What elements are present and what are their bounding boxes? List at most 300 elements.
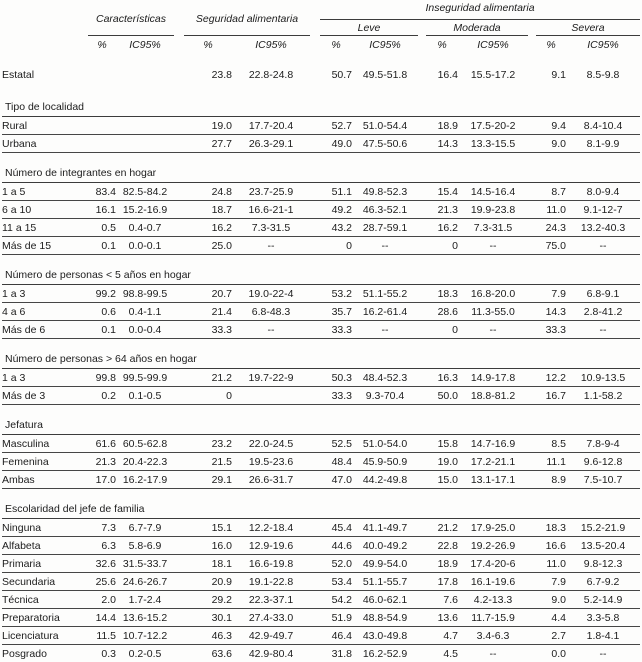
gap-cell bbox=[310, 237, 320, 255]
pct-header: % bbox=[88, 36, 116, 54]
cell: 15.2-21.9 bbox=[566, 519, 640, 537]
table-row bbox=[2, 573, 640, 591]
cell: -- bbox=[352, 321, 418, 339]
section-title: Escolaridad del jefe de familia bbox=[2, 489, 640, 519]
cell: 40.0-49.2 bbox=[352, 537, 418, 555]
cell: 0.0 bbox=[536, 645, 566, 662]
cell: 19.1-22.8 bbox=[232, 573, 310, 591]
gap-cell bbox=[528, 303, 536, 321]
cell: 22.8 bbox=[426, 537, 458, 555]
gap-cell bbox=[174, 591, 184, 609]
table-row bbox=[2, 117, 640, 135]
cell: 9.4 bbox=[536, 117, 566, 135]
cell: 16.0 bbox=[184, 537, 232, 555]
col-group-inseguridad: Inseguridad alimentaria bbox=[320, 2, 640, 20]
cell: 31.5-33.7 bbox=[116, 555, 174, 573]
cell: 13.2-40.3 bbox=[566, 219, 640, 237]
cell: 47.5-50.6 bbox=[352, 135, 418, 153]
ic95-header: IC95% bbox=[232, 36, 310, 54]
col-group-severa: Severa bbox=[536, 20, 640, 36]
table-row bbox=[2, 369, 640, 387]
cell: 0.4-1.1 bbox=[116, 303, 174, 321]
cell: 17.9-25.0 bbox=[458, 519, 528, 537]
cell: 52.5 bbox=[320, 435, 352, 453]
header-measure-row bbox=[2, 36, 640, 54]
cell: 61.6 bbox=[88, 435, 116, 453]
gap-cell bbox=[528, 53, 536, 87]
row-label: 1 a 3 bbox=[2, 285, 88, 303]
cell: 9.6-12.8 bbox=[566, 453, 640, 471]
cell: 8.0-9.4 bbox=[566, 183, 640, 201]
cell: 99.5-99.9 bbox=[116, 369, 174, 387]
cell: 13.3-15.5 bbox=[458, 135, 528, 153]
cell: 19.0-22-4 bbox=[232, 285, 310, 303]
cell: 31.8 bbox=[320, 645, 352, 662]
cell: 46.3 bbox=[184, 627, 232, 645]
cell: 10.9-13.5 bbox=[566, 369, 640, 387]
cell: 51.0-54.4 bbox=[352, 117, 418, 135]
gap-cell bbox=[528, 201, 536, 219]
cell: 12.2-18.4 bbox=[232, 519, 310, 537]
gap-cell bbox=[174, 555, 184, 573]
gap-cell bbox=[310, 303, 320, 321]
column-gap bbox=[418, 36, 426, 54]
cell: 0.4-0.7 bbox=[116, 219, 174, 237]
row-label: Técnica bbox=[2, 591, 88, 609]
section-header-row bbox=[2, 405, 640, 435]
cell: 43.2 bbox=[320, 219, 352, 237]
gap-cell bbox=[418, 183, 426, 201]
row-label: Más de 3 bbox=[2, 387, 88, 405]
cell: 3.3-5.8 bbox=[566, 609, 640, 627]
cell: 23.8 bbox=[184, 53, 232, 87]
gap-cell bbox=[310, 627, 320, 645]
gap-cell bbox=[174, 53, 184, 87]
row-label: Ambas bbox=[2, 471, 88, 489]
cell: 48.4 bbox=[320, 453, 352, 471]
table-row bbox=[2, 219, 640, 237]
gap-cell bbox=[418, 369, 426, 387]
gap-cell bbox=[418, 219, 426, 237]
pct-header: % bbox=[184, 36, 232, 54]
cell: 51.1 bbox=[320, 183, 352, 201]
cell: 16.6-21-1 bbox=[232, 201, 310, 219]
cell: 20.4-22.3 bbox=[116, 453, 174, 471]
cell: 45.9-50.9 bbox=[352, 453, 418, 471]
cell: -- bbox=[232, 237, 310, 255]
gap-cell bbox=[310, 135, 320, 153]
row-label: Posgrado bbox=[2, 645, 88, 662]
cell: 42.9-80.4 bbox=[232, 645, 310, 662]
cell: -- bbox=[352, 237, 418, 255]
cell: 48.8-54.9 bbox=[352, 609, 418, 627]
table-row bbox=[2, 555, 640, 573]
gap-cell bbox=[174, 387, 184, 405]
table-row bbox=[2, 609, 640, 627]
cell: 16.2-61.4 bbox=[352, 303, 418, 321]
gap-cell bbox=[528, 573, 536, 591]
cell: -- bbox=[232, 321, 310, 339]
cell: 1.1-58.2 bbox=[566, 387, 640, 405]
cell: 0.0-0.1 bbox=[116, 237, 174, 255]
cell: 63.6 bbox=[184, 645, 232, 662]
gap-cell bbox=[310, 285, 320, 303]
cell: 0.2 bbox=[88, 387, 116, 405]
gap-cell bbox=[174, 285, 184, 303]
row-label: Femenina bbox=[2, 453, 88, 471]
column-gap bbox=[174, 2, 184, 36]
row-label: Estatal bbox=[2, 53, 88, 87]
gap-cell bbox=[418, 573, 426, 591]
cell: 0 bbox=[320, 237, 352, 255]
cell: 2.0 bbox=[88, 591, 116, 609]
section-title: Jefatura bbox=[2, 405, 640, 435]
gap-cell bbox=[418, 471, 426, 489]
gap-cell bbox=[174, 237, 184, 255]
cell: 6.7-7.9 bbox=[116, 519, 174, 537]
cell: 21.3 bbox=[88, 453, 116, 471]
gap-cell bbox=[310, 591, 320, 609]
cell: 46.0-62.1 bbox=[352, 591, 418, 609]
gap-cell bbox=[528, 435, 536, 453]
cell: 83.4 bbox=[88, 183, 116, 201]
gap-cell bbox=[528, 135, 536, 153]
cell: 28.7-59.1 bbox=[352, 219, 418, 237]
cell: 11.0 bbox=[536, 201, 566, 219]
cell: 4.7 bbox=[426, 627, 458, 645]
row-label: Ninguna bbox=[2, 519, 88, 537]
gap-cell bbox=[174, 201, 184, 219]
cell: 41.1-49.7 bbox=[352, 519, 418, 537]
gap-cell bbox=[310, 519, 320, 537]
gap-cell bbox=[418, 321, 426, 339]
cell: 7.8-9-4 bbox=[566, 435, 640, 453]
row-label: 6 a 10 bbox=[2, 201, 88, 219]
cell: 19.0 bbox=[426, 453, 458, 471]
cell: 50.0 bbox=[426, 387, 458, 405]
section-title: Número de integrantes en hogar bbox=[2, 153, 640, 183]
cell: 30.1 bbox=[184, 609, 232, 627]
gap-cell bbox=[310, 573, 320, 591]
cell: 15.1 bbox=[184, 519, 232, 537]
table-row bbox=[2, 183, 640, 201]
cell: -- bbox=[566, 645, 640, 662]
cell: 60.5-62.8 bbox=[116, 435, 174, 453]
gap-cell bbox=[310, 117, 320, 135]
cell: 25.0 bbox=[184, 237, 232, 255]
cell: 16.6 bbox=[536, 537, 566, 555]
cell: 7.5-10.7 bbox=[566, 471, 640, 489]
cell: 18.9 bbox=[426, 117, 458, 135]
gap-cell bbox=[174, 303, 184, 321]
cell: 14.4 bbox=[88, 609, 116, 627]
gap-cell bbox=[418, 627, 426, 645]
gap-cell bbox=[310, 201, 320, 219]
table-row bbox=[2, 303, 640, 321]
cell: 35.7 bbox=[320, 303, 352, 321]
table-header bbox=[2, 2, 640, 53]
gap-cell bbox=[418, 53, 426, 87]
gap-cell bbox=[528, 285, 536, 303]
section-title: Tipo de localidad bbox=[2, 87, 640, 117]
gap-cell bbox=[418, 435, 426, 453]
cell: 8.9 bbox=[536, 471, 566, 489]
cell: 75.0 bbox=[536, 237, 566, 255]
table-row bbox=[2, 645, 640, 662]
cell: 0.6 bbox=[88, 303, 116, 321]
col-group-caracteristicas: Características bbox=[88, 2, 174, 36]
cell: 4.5 bbox=[426, 645, 458, 662]
gap-cell bbox=[174, 219, 184, 237]
cell: 51.1-55.2 bbox=[352, 285, 418, 303]
gap-cell bbox=[418, 135, 426, 153]
row-label: Masculina bbox=[2, 435, 88, 453]
cell: 21.2 bbox=[184, 369, 232, 387]
gap-cell bbox=[310, 321, 320, 339]
cell: 48.4-52.3 bbox=[352, 369, 418, 387]
cell: 53.2 bbox=[320, 285, 352, 303]
table-row bbox=[2, 591, 640, 609]
cell: 0 bbox=[184, 387, 232, 405]
cell: 20.7 bbox=[184, 285, 232, 303]
cell: 53.4 bbox=[320, 573, 352, 591]
cell: 8.7 bbox=[536, 183, 566, 201]
cell: 46.3-52.1 bbox=[352, 201, 418, 219]
cell: 15.2-16.9 bbox=[116, 201, 174, 219]
food-security-table bbox=[2, 2, 640, 662]
cell: 19.7-22-9 bbox=[232, 369, 310, 387]
cell: 51.1-55.7 bbox=[352, 573, 418, 591]
section-title: Número de personas < 5 años en hogar bbox=[2, 255, 640, 285]
row-label: 1 a 3 bbox=[2, 369, 88, 387]
gap-cell bbox=[418, 201, 426, 219]
header-group-row bbox=[2, 2, 640, 20]
cell: 7.3 bbox=[88, 519, 116, 537]
cell: 19.5-23.6 bbox=[232, 453, 310, 471]
cell: 49.2 bbox=[320, 201, 352, 219]
cell: 11.0 bbox=[536, 555, 566, 573]
gap-cell bbox=[174, 471, 184, 489]
cell: 27.4-33.0 bbox=[232, 609, 310, 627]
cell: 42.9-49.7 bbox=[232, 627, 310, 645]
cell: -- bbox=[458, 321, 528, 339]
cell: 0.5 bbox=[88, 219, 116, 237]
cell: 15.5-17.2 bbox=[458, 53, 528, 87]
column-gap bbox=[174, 36, 184, 54]
cell bbox=[116, 117, 174, 135]
cell: 14.9-17.8 bbox=[458, 369, 528, 387]
table-row bbox=[2, 237, 640, 255]
cell: 18.3 bbox=[426, 285, 458, 303]
gap-cell bbox=[528, 609, 536, 627]
cell: 17.5-20-2 bbox=[458, 117, 528, 135]
gap-cell bbox=[310, 53, 320, 87]
cell: 8.5-9.8 bbox=[566, 53, 640, 87]
cell: 54.2 bbox=[320, 591, 352, 609]
cell: 15.8 bbox=[426, 435, 458, 453]
cell: 5.8-6.9 bbox=[116, 537, 174, 555]
cell: 6.8-48.3 bbox=[232, 303, 310, 321]
cell: 21.5 bbox=[184, 453, 232, 471]
cell: 9.1-12-7 bbox=[566, 201, 640, 219]
cell: 15.0 bbox=[426, 471, 458, 489]
section-header-row bbox=[2, 255, 640, 285]
cell: 16.6-19.8 bbox=[232, 555, 310, 573]
cell: 24.8 bbox=[184, 183, 232, 201]
gap-cell bbox=[310, 387, 320, 405]
gap-cell bbox=[174, 627, 184, 645]
table-row bbox=[2, 537, 640, 555]
row-label: Alfabeta bbox=[2, 537, 88, 555]
ic95-header: IC95% bbox=[352, 36, 418, 54]
cell: 0.1-0.5 bbox=[116, 387, 174, 405]
cell: 49.5-51.8 bbox=[352, 53, 418, 87]
cell: 49.9-54.0 bbox=[352, 555, 418, 573]
gap-cell bbox=[528, 591, 536, 609]
gap-cell bbox=[310, 369, 320, 387]
cell: 8.4-10.4 bbox=[566, 117, 640, 135]
gap-cell bbox=[418, 519, 426, 537]
cell: 4.2-13.3 bbox=[458, 591, 528, 609]
cell: 21.2 bbox=[426, 519, 458, 537]
gap-cell bbox=[310, 183, 320, 201]
gap-cell bbox=[528, 237, 536, 255]
cell: 16.8-20.0 bbox=[458, 285, 528, 303]
cell: -- bbox=[458, 645, 528, 662]
pct-header: % bbox=[536, 36, 566, 54]
cell: 44.6 bbox=[320, 537, 352, 555]
cell: 11.5 bbox=[88, 627, 116, 645]
gap-cell bbox=[418, 453, 426, 471]
cell: 16.2-52.9 bbox=[352, 645, 418, 662]
gap-cell bbox=[528, 183, 536, 201]
cell: 19.2-26.9 bbox=[458, 537, 528, 555]
cell bbox=[88, 53, 116, 87]
gap-cell bbox=[310, 435, 320, 453]
cell: 99.2 bbox=[88, 285, 116, 303]
gap-cell bbox=[174, 573, 184, 591]
cell: 16.2 bbox=[426, 219, 458, 237]
table-row-estatal bbox=[2, 53, 640, 87]
gap-cell bbox=[418, 555, 426, 573]
gap-cell bbox=[174, 369, 184, 387]
section-title: Número de personas > 64 años en hogar bbox=[2, 339, 640, 369]
gap-cell bbox=[528, 537, 536, 555]
cell: 19.0 bbox=[184, 117, 232, 135]
cell: 7.3-31.5 bbox=[232, 219, 310, 237]
label-column-header bbox=[2, 2, 88, 53]
cell: 17.4-20-6 bbox=[458, 555, 528, 573]
section-header-row bbox=[2, 339, 640, 369]
cell: 29.1 bbox=[184, 471, 232, 489]
column-gap bbox=[528, 36, 536, 54]
cell: 16.7 bbox=[536, 387, 566, 405]
cell: 20.9 bbox=[184, 573, 232, 591]
gap-cell bbox=[528, 471, 536, 489]
table-row bbox=[2, 321, 640, 339]
table-row bbox=[2, 435, 640, 453]
ic95-header: IC95% bbox=[566, 36, 640, 54]
cell: 11.3-55.0 bbox=[458, 303, 528, 321]
gap-cell bbox=[418, 387, 426, 405]
gap-cell bbox=[418, 537, 426, 555]
cell: 14.7-16.9 bbox=[458, 435, 528, 453]
cell: 9.8-12.3 bbox=[566, 555, 640, 573]
table-row bbox=[2, 519, 640, 537]
gap-cell bbox=[174, 609, 184, 627]
cell: 18.9 bbox=[426, 555, 458, 573]
cell: 98.8-99.5 bbox=[116, 285, 174, 303]
cell bbox=[88, 135, 116, 153]
cell: 2.7 bbox=[536, 627, 566, 645]
gap-cell bbox=[418, 645, 426, 662]
cell: 17.2-21.1 bbox=[458, 453, 528, 471]
gap-cell bbox=[528, 453, 536, 471]
row-label: Más de 15 bbox=[2, 237, 88, 255]
gap-cell bbox=[418, 237, 426, 255]
row-label: 4 a 6 bbox=[2, 303, 88, 321]
cell: 16.4 bbox=[426, 53, 458, 87]
row-label: 11 a 15 bbox=[2, 219, 88, 237]
gap-cell bbox=[174, 117, 184, 135]
cell: 47.0 bbox=[320, 471, 352, 489]
col-group-moderada: Moderada bbox=[426, 20, 528, 36]
cell: 12.2 bbox=[536, 369, 566, 387]
cell bbox=[116, 135, 174, 153]
cell: 26.3-29.1 bbox=[232, 135, 310, 153]
cell: 0.3 bbox=[88, 645, 116, 662]
section-header-row bbox=[2, 153, 640, 183]
cell: 32.6 bbox=[88, 555, 116, 573]
gap-cell bbox=[310, 555, 320, 573]
cell: 16.2-17.9 bbox=[116, 471, 174, 489]
cell: 4.4 bbox=[536, 609, 566, 627]
gap-cell bbox=[174, 135, 184, 153]
cell: 3.4-6.3 bbox=[458, 627, 528, 645]
cell: 23.2 bbox=[184, 435, 232, 453]
cell: 8.5 bbox=[536, 435, 566, 453]
table-row bbox=[2, 201, 640, 219]
col-group-leve: Leve bbox=[320, 20, 418, 36]
cell: 0.1 bbox=[88, 237, 116, 255]
column-gap bbox=[310, 36, 320, 54]
cell: 6.8-9.1 bbox=[566, 285, 640, 303]
cell: 18.3 bbox=[536, 519, 566, 537]
gap-cell bbox=[310, 537, 320, 555]
cell: 7.6 bbox=[426, 591, 458, 609]
gap-cell bbox=[310, 219, 320, 237]
cell: 33.3 bbox=[184, 321, 232, 339]
cell: 50.7 bbox=[320, 53, 352, 87]
gap-cell bbox=[174, 537, 184, 555]
cell: 21.4 bbox=[184, 303, 232, 321]
cell: 13.5-20.4 bbox=[566, 537, 640, 555]
cell: 11.1 bbox=[536, 453, 566, 471]
gap-cell bbox=[310, 645, 320, 662]
cell: 14.3 bbox=[426, 135, 458, 153]
table-row bbox=[2, 471, 640, 489]
row-label: Urbana bbox=[2, 135, 88, 153]
cell: 10.7-12.2 bbox=[116, 627, 174, 645]
cell: 46.4 bbox=[320, 627, 352, 645]
gap-cell bbox=[418, 591, 426, 609]
row-label: 1 a 5 bbox=[2, 183, 88, 201]
column-gap bbox=[310, 2, 320, 36]
gap-cell bbox=[174, 435, 184, 453]
table-row bbox=[2, 627, 640, 645]
cell: 17.7-20.4 bbox=[232, 117, 310, 135]
cell bbox=[88, 117, 116, 135]
